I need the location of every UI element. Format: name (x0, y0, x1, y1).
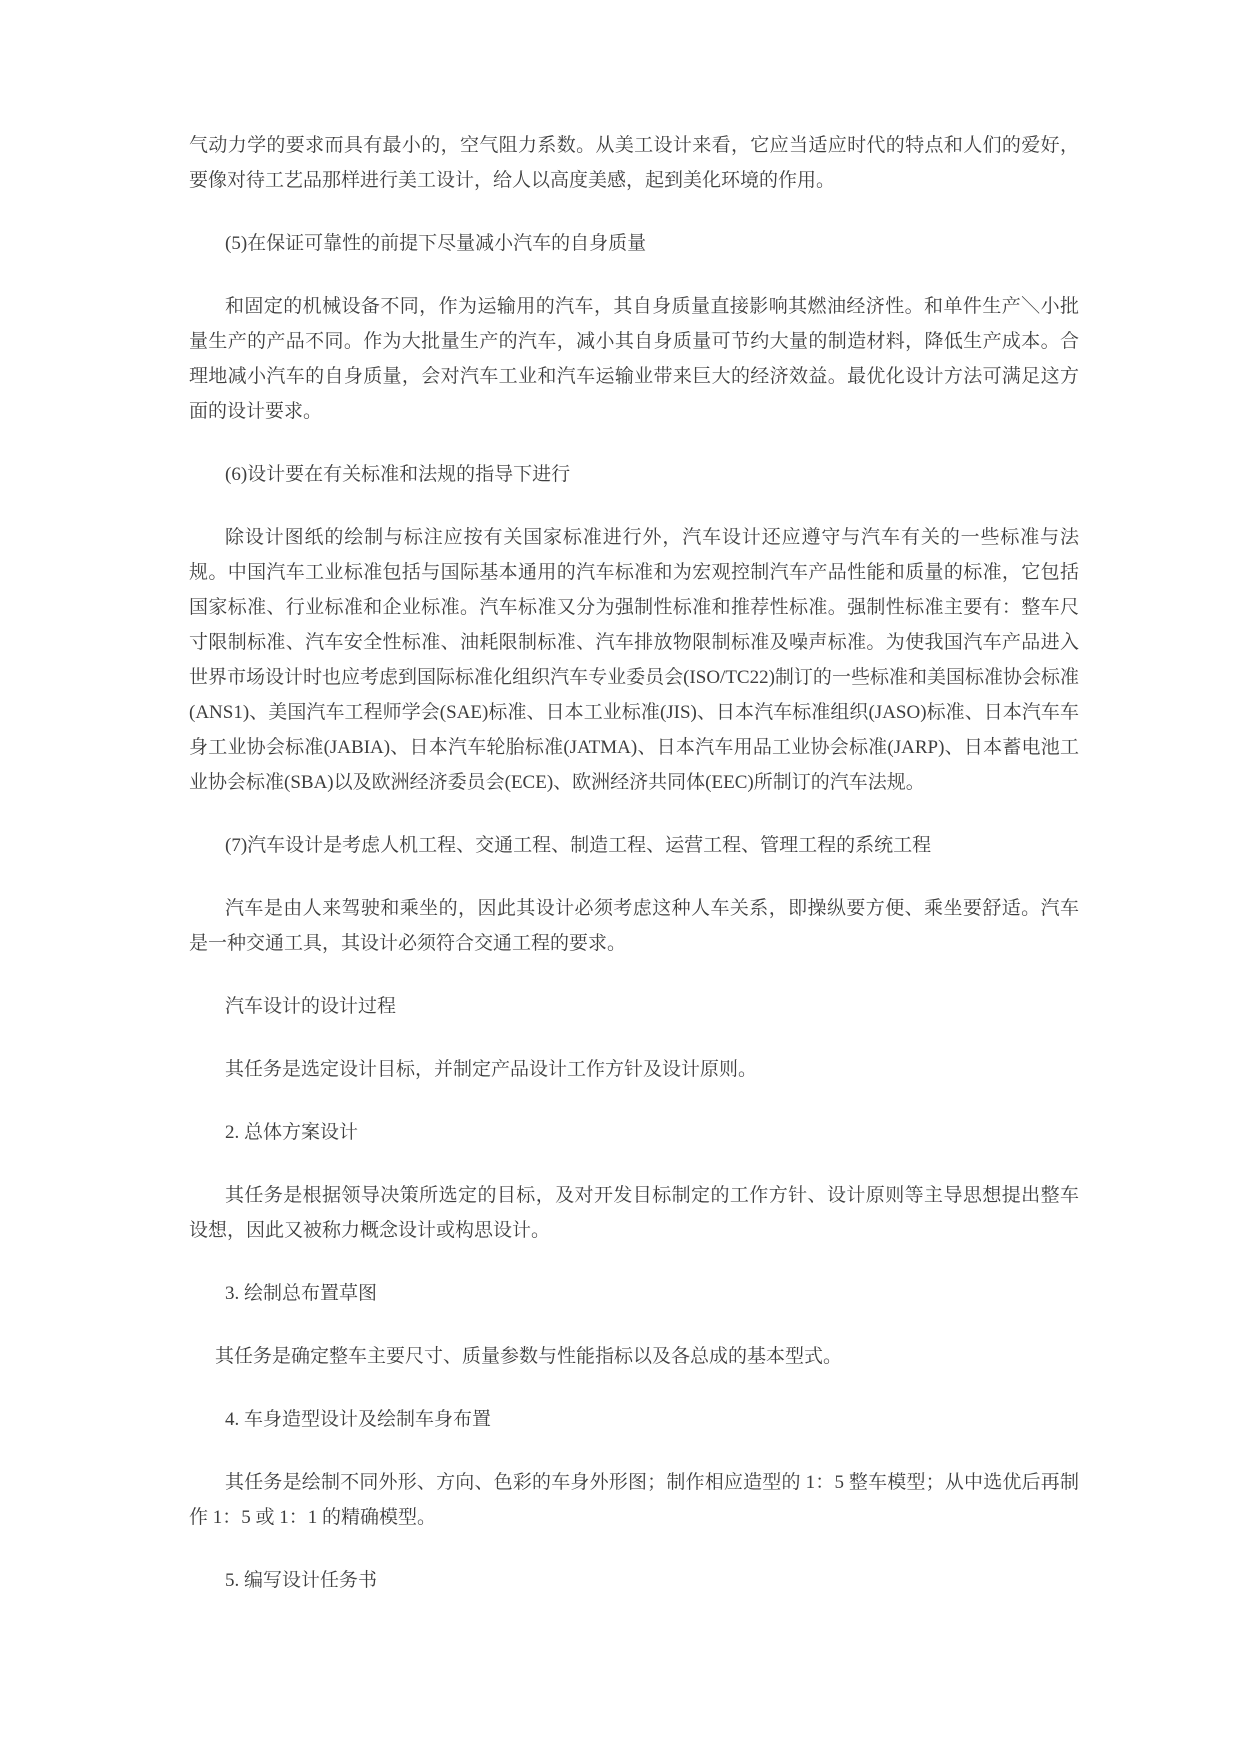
section-heading: 汽车设计的设计过程 (225, 996, 397, 1017)
section-heading: (5)在保证可靠性的前提下尽量减小汽车的自身质量 (225, 233, 647, 254)
body-paragraph: 汽车是由人来驾驶和乘坐的，因此其设计必须考虑这种人车关系，即操纵要方便、乘坐要舒适。汽车是一种交通工具，其设计必须符合交通工程的要求。 (189, 898, 1079, 954)
body-paragraph: 除设计图纸的绘制与标注应按有关国家标准进行外，汽车设计还应遵守与汽车有关的一些标准与法规。中国汽车工业标准包括与国际基本通用的汽车标准和为宏观控制汽车产品性能和质量的标准，它包括国家标准、行业标准和企业标准。汽车标准又分为强制性标准和推荐性标准。强制性标准主要有：整车尺寸限制标准、汽车安全性标准、油耗限制标准、汽车排放物限制标准及噪声标准。为使我国汽车产品进入世界市场设计时也应考虑到国际标准化组织汽车专业委员会(ISO/TC22)制订的一些标准和美国标准协会标准(ANS1)、美国汽车工程师学会(SAE)标准、日本工业标准(JIS)、日本汽车标准组织(JASO)标准、日本汽车车身工业协会标准(JABIA)、日本汽车轮胎标准(JATMA)、日本汽车用品工业协会标准(JARP)、日本蓄电池工业协会标准(SBA)以及欧洲经济委员会(ECE)、欧洲经济共同体(EEC)所制订的汽车法规。 (189, 527, 1079, 793)
section-heading: 5. 编写设计任务书 (225, 1570, 378, 1591)
section-heading: 3. 绘制总布置草图 (225, 1283, 378, 1304)
section-heading: (6)设计要在有关标准和法规的指导下进行 (225, 464, 571, 485)
section-heading: 4. 车身造型设计及绘制车身布置 (225, 1409, 492, 1430)
body-paragraph: 气动力学的要求而具有最小的，空气阻力系数。从美工设计来看，它应当适应时代的特点和人们的爱好，要像对待工艺品那样进行美工设计，给人以高度美感，起到美化环境的作用。 (189, 135, 1079, 191)
section-heading: (7)汽车设计是考虑人机工程、交通工程、制造工程、运营工程、管理工程的系统工程 (225, 835, 932, 856)
body-paragraph: 其任务是根据领导决策所选定的目标，及对开发目标制定的工作方针、设计原则等主导思想提出整车设想，因此又被称力概念设计或构思设计。 (189, 1185, 1079, 1241)
body-paragraph: 其任务是确定整车主要尺寸、质量参数与性能指标以及各总成的基本型式。 (215, 1346, 843, 1367)
body-paragraph: 其任务是绘制不同外形、方向、色彩的车身外形图；制作相应造型的 1：5 整车模型；从中选优后再制作 1：5 或 1：1 的精确模型。 (189, 1472, 1079, 1528)
section-heading: 2. 总体方案设计 (225, 1122, 359, 1143)
body-paragraph: 和固定的机械设备不同，作为运输用的汽车，其自身质量直接影响其燃油经济性。和单件生产＼小批量生产的产品不同。作为大批量生产的汽车，减小其自身质量可节约大量的制造材料，降低生产成本。合理地减小汽车的自身质量，会对汽车工业和汽车运输业带来巨大的经济效益。最优化设计方法可满足这方面的设计要求。 (189, 296, 1079, 422)
body-paragraph: 其任务是选定设计目标，并制定产品设计工作方针及设计原则。 (225, 1059, 758, 1080)
document-content (189, 128, 1079, 1626)
